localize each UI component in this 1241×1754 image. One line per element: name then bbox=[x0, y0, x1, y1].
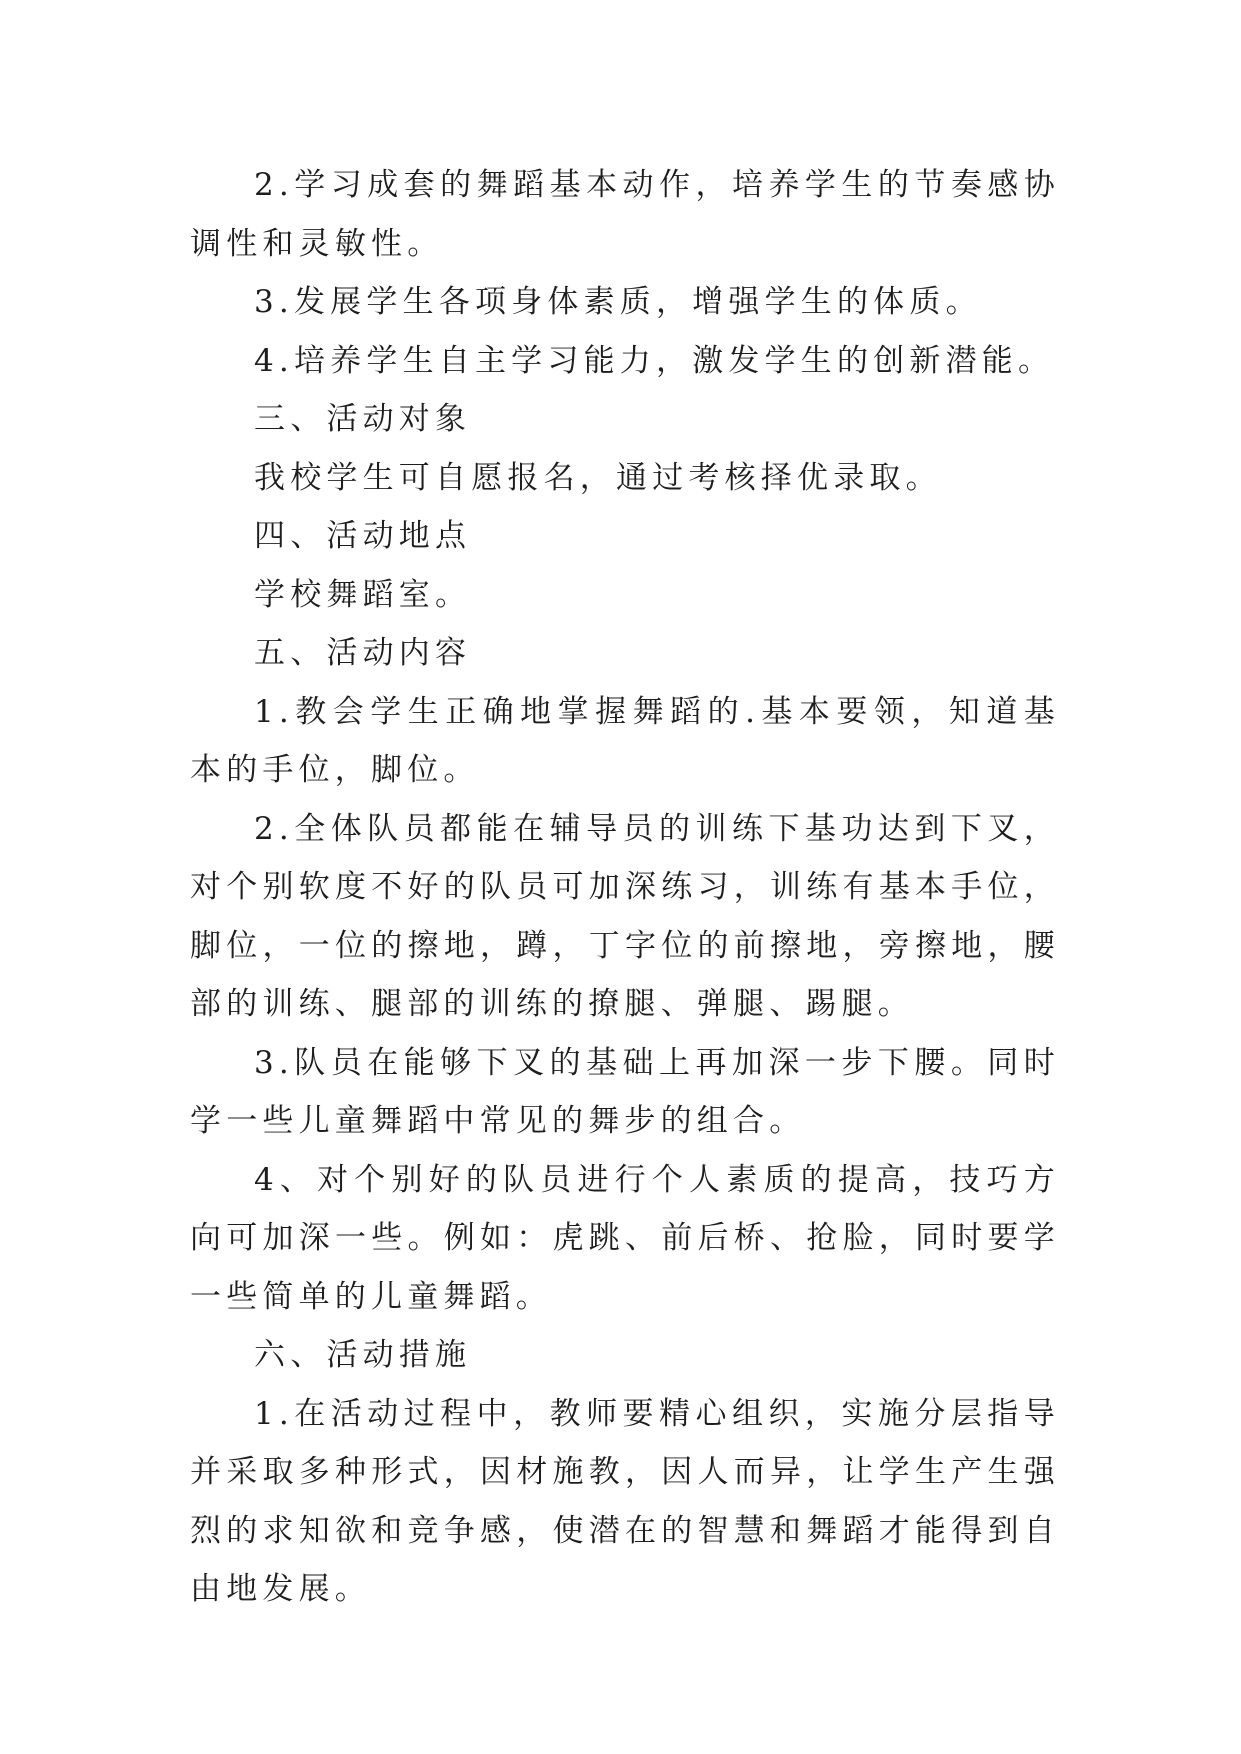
paragraph-content-4: 4、对个别好的队员进行个人素质的提高，技巧方向可加深一些。例如：虎跳、前后桥、抢脸，同时要学一些简单的儿童舞蹈。 bbox=[190, 1161, 1060, 1315]
document-body bbox=[190, 156, 1060, 1619]
paragraph-goal-2: 2.学习成套的舞蹈基本动作，培养学生的节奏感协调性和灵敏性。 bbox=[190, 167, 1060, 262]
section-heading-content: 五、活动内容 bbox=[254, 635, 472, 671]
paragraph-content-3: 3.队员在能够下叉的基础上再加深一步下腰。同时学一些儿童舞蹈中常见的舞步的组合。 bbox=[190, 1044, 1060, 1139]
section-heading-location: 四、活动地点 bbox=[254, 518, 472, 554]
paragraph-participants: 我校学生可自愿报名，通过考核择优录取。 bbox=[254, 459, 942, 496]
paragraph-content-1: 1.教会学生正确地掌握舞蹈的.基本要领，知道基本的手位，脚位。 bbox=[190, 693, 1060, 788]
paragraph-location: 学校舞蹈室。 bbox=[254, 576, 472, 613]
paragraph-goal-4: 4.培养学生自主学习能力，激发学生的创新潜能。 bbox=[254, 342, 1055, 379]
section-heading-measures: 六、活动措施 bbox=[254, 1337, 472, 1373]
paragraph-measures-1: 1.在活动过程中，教师要精心组织，实施分层指导并采取多种形式，因材施教，因人而异，让学生产生强烈的求知欲和竞争感，使潜在的智慧和舞蹈才能得到自由地发展。 bbox=[190, 1395, 1060, 1607]
paragraph-content-2: 2.全体队员都能在辅导员的训练下基功达到下叉，对个别软度不好的队员可加深练习，训练有基本手位，脚位，一位的擦地，蹲，丁字位的前擦地，旁擦地，腰部的训练、腿部的训练的撩腿、弹腿、踢腿。 bbox=[190, 810, 1060, 1022]
section-heading-participants: 三、活动对象 bbox=[254, 401, 472, 437]
paragraph-goal-3: 3.发展学生各项身体素质，增强学生的体质。 bbox=[254, 284, 982, 320]
